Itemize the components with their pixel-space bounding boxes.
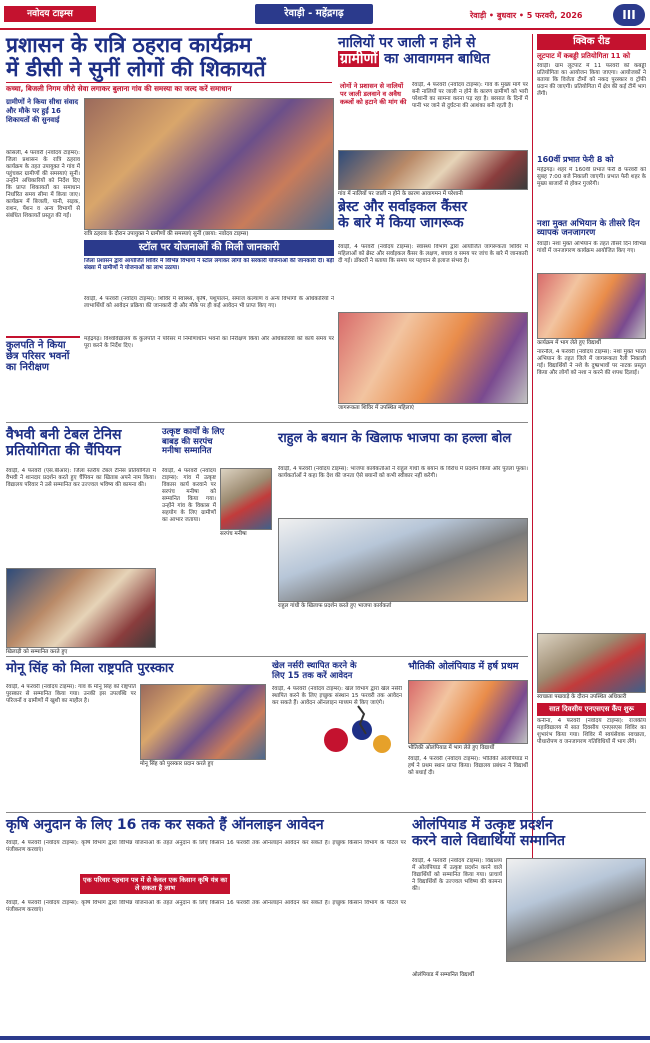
monu-headline: मोनू सिंह को मिला राष्ट्रपति पुरस्कार bbox=[6, 661, 174, 676]
qr-item1-body: रेवाड़ी। ग्राम लूटपाट में 11 फरवरी को कबड्डी प्रतियोगिता का आयोजन किया जाएगा। आयोजकों ने बताया कि विजेता टीमों को नकद पुरस्कार व ट्रॉफी प्रदान की जाएगी। प्रतियोगिता में क्षेत्र की कई टीमें भाग लेंगी। bbox=[537, 62, 646, 97]
monu-body: रेवाड़ी, 4 फरवरी (नवोदय टाइम्स): गांव के मोनू सिंह को राष्ट्रपति पुरस्कार से सम्मानित किया गया। उनकी इस उपलब्धि पर परिजनों व ग्रामीणों में खुशी का माहौल है। bbox=[6, 684, 136, 704]
qr-item4-body: नारनौल, 4 फरवरी (नवोदय टाइम्स): नशा मुक्त भारत अभियान के तहत जिले में जागरूकता रैली निकाली गई। विद्यार्थियों ने नशे के दुष्प्रभावों पर नाटक प्रस्तुत किया और लोगों को नशा न करने की शपथ दिलाई। bbox=[537, 348, 646, 376]
scheme-side-head: कुलपति ने किया छेत्र परिसर भवनों का निरीक्षण bbox=[6, 336, 80, 374]
tt-headline-line2: प्रतियोगिता की चैंपियन bbox=[6, 442, 121, 459]
scheme-title: स्टॉल पर योजनाओं की मिली जानकारी bbox=[84, 240, 334, 256]
ball-icon bbox=[373, 735, 391, 753]
paper-name: नवोदय टाइम्स bbox=[4, 6, 96, 22]
monu-photo-caption: मोनू सिंह को पुरस्कार प्रदान करते हुए bbox=[140, 761, 214, 767]
tt-body: रेवाड़ी, 4 फरवरी (एस.बीआर): जिला स्तरीय टेबल टेनिस प्रतियोगिता में वैभवी ने शानदार प्रदर्शन करते हुए चैंपियन का खिताब अपने नाम किया। विद्यालय परिवार ने उसे सम्मानित कर उज्ज्वल भविष्य की कामना की। bbox=[6, 468, 156, 488]
lead-headline bbox=[6, 34, 332, 81]
poetry-headline bbox=[162, 428, 272, 457]
sports-headline bbox=[272, 662, 402, 681]
olympiad-headline bbox=[412, 818, 646, 849]
edition-date: रेवाड़ी • बुधवार • 5 फरवरी, 2026 bbox=[470, 11, 583, 20]
cancer-headline bbox=[338, 200, 528, 231]
drain-headline-highlight: ग्रामीणों bbox=[340, 50, 378, 67]
sports-headline-line2: लिए 15 तक करें आवेदन bbox=[272, 670, 353, 681]
poetry-body: रेवाड़ी, 4 फरवरी (नवोदय टाइम्स): गांव में उत्कृष्ट विकास कार्य करवाने पर सरपंच मनीषा को सम्मानित किया गया। उन्होंने गांव के विकास में सहयोग के लिए ग्रामीणों का आभार जताया। bbox=[162, 468, 216, 523]
qr-item2-head: 160वीं प्रभात फेरी 8 को bbox=[537, 154, 614, 164]
olympiad-photo-caption: ओलंपियाड में सम्मानित विद्यार्थी bbox=[412, 972, 474, 978]
quick-read-column bbox=[532, 34, 646, 914]
scheme-body: रेवाड़ी, 4 फरवरी (नवोदय टाइम्स): शिविर में स्वास्थ्य, कृषि, पशुपालन, समाज कल्याण व अन्य विभागों के अधिकारियों ने लाभार्थियों को आवेदन प्रक्रिया की जानकारी दी और मौके पर ही कई आवेदन भी प्राप्त किए गए। bbox=[84, 296, 334, 309]
sports-headline-line1: खेल नर्सरी स्थापित करने के bbox=[272, 661, 357, 671]
ball-icon bbox=[324, 728, 348, 752]
qr-item3-head: नशा मुक्त अभियान के तीसरे दिन व्यापक जनजागरण bbox=[537, 218, 640, 239]
lead-bullet bbox=[6, 98, 80, 125]
qr-bottom-photo bbox=[537, 633, 646, 693]
poetry-photo bbox=[220, 468, 272, 530]
olympiad-photo bbox=[506, 858, 646, 962]
drain-photo-caption: गांव में नालियों पर जाली न होने के कारण आवागमन में परेशानी bbox=[338, 191, 463, 197]
cancer-photo-caption: जागरूकता शिविर में उपस्थित महिलाएं bbox=[338, 405, 414, 411]
rahul-body: रेवाड़ी, 4 फरवरी (नवोदय टाइम्स): भाजपा कार्यकर्ताओं ने राहुल गांधी के बयान के विरोध में प्रदर्शन किया और पुतला फूंका। कार्यकर्ताओं ने कहा कि देश की जनता ऐसे बयानों को कभी स्वीकार नहीं करेगी। bbox=[278, 466, 528, 479]
cancer-body: रेवाड़ी, 4 फरवरी (नवोदय टाइम्स): स्वास्थ्य विभाग द्वारा आयोजित जागरूकता शिविर में महिलाओं को ब्रेस्ट और सर्वाइकल कैंसर के लक्षण, बचाव व समय पर जांच के बारे में जानकारी दी गई। डॉक्टरों ने बताया कि समय पर पहचान से इलाज संभव है। bbox=[338, 244, 528, 264]
edition-region: रेवाड़ी - महेंद्रगढ़ bbox=[255, 4, 373, 24]
rahul-photo-caption: राहुल गांधी के खिलाफ प्रदर्शन करते हुए भाजपा कार्यकर्ता bbox=[278, 603, 392, 609]
qr-bottom-photo-caption: स्वच्छता पखवाड़े के दौरान उपस्थित अधिकारी bbox=[537, 693, 627, 700]
olympiad-body: रेवाड़ी, 4 फरवरी (नवोदय टाइम्स): विद्यालय में ओलंपियाड में उत्कृष्ट प्रदर्शन करने वाले विद्यार्थियों को सम्मानित किया गया। प्राचार्य ने विद्यार्थियों के उज्ज्वल भविष्य की कामना की। bbox=[412, 858, 502, 892]
physics-photo-caption: भौतिकी ओलंपियाड में भाग लेते हुए विद्यार्थी bbox=[408, 745, 495, 751]
physics-photo bbox=[408, 680, 528, 744]
divider-3 bbox=[6, 812, 646, 813]
drain-headline-line1: नालियों पर जाली न होने से bbox=[338, 35, 476, 51]
drain-bullet: लोगों ने प्रशासन से नालियों पर जाली डलवाने व अवैध कब्जों को हटाने की मांग की bbox=[340, 82, 407, 106]
lead-bullet-text: ग्रामीणों ने किया सीधा संवाद और मौके पर हुई 16 शिकायतों की सुनवाई bbox=[6, 98, 79, 124]
poetry-headline-line3: मनीषा सम्मानित bbox=[162, 446, 212, 457]
qr-item3-body: रेवाड़ी। नशा मुक्त अभियान के तहत तीसरे दिन विभिन्न गांवों में जनजागरण कार्यक्रम आयोजित किए गए। bbox=[537, 240, 646, 254]
drain-photo bbox=[338, 150, 528, 190]
scheme-intro: जिला प्रशासन द्वारा आयोजित शिविर में विभिन्न विभागों ने स्टॉल लगाकर लोगों को सरकारी योजनाओं की जानकारी दी। बड़ी संख्या में ग्रामीणों ने योजनाओं का लाभ उठाया। bbox=[84, 258, 334, 271]
drain-body: रेवाड़ी, 4 फरवरी (नवोदय टाइम्स): गांव के मुख्य मार्ग पर बनी नालियों पर जाली न होने के कारण ग्रामीणों को भारी परेशानी का सामना करना पड़ रहा है। बरसात के दिनों में पानी भर जाने से दुर्घटना की आशंका बनी रहती है। bbox=[412, 82, 528, 109]
drain-headline-rest: का आवागमन बाधित bbox=[384, 50, 490, 67]
physics-headline: भौतिकी ओलंपियाड में हर्ष प्रथम bbox=[408, 661, 519, 672]
physics-body: रेवाड़ी, 4 फरवरी (नवोदय टाइम्स): भौतिकी ओलंपियाड में हर्ष ने प्रथम स्थान प्राप्त किया। विद्यालय प्रबंधन ने विद्यार्थी को बधाई दी। bbox=[408, 756, 528, 776]
tt-photo-caption: खिलाड़ी को सम्मानित करते हुए bbox=[6, 649, 68, 655]
lead-headline-line2: में डीसी ने सुनीं लोगों की शिकायतें bbox=[6, 56, 266, 81]
tt-headline bbox=[6, 428, 156, 459]
divider-2 bbox=[6, 656, 528, 657]
page-bottom-rule bbox=[0, 1036, 650, 1040]
page-number: III bbox=[613, 4, 645, 26]
lead-subhead: कच्चा, बिजली निगम जीरो सेवा लगाकर बुलाना गांव की समस्या का जल्द करें समाधान bbox=[6, 82, 332, 93]
monu-photo bbox=[140, 684, 266, 760]
qr-photo-caption: कार्यक्रम में भाग लेते हुए विद्यार्थी bbox=[537, 339, 601, 346]
olympiad-headline-line2: करने वाले विद्यार्थियों सम्मानित bbox=[412, 832, 565, 849]
ball-icon bbox=[352, 720, 372, 740]
olympiad-headline-line1: ओलंपियाड में उत्कृष्ट प्रदर्शन bbox=[412, 817, 553, 833]
lead-headline-line1: प्रशासन के रात्रि ठहराव कार्यक्रम bbox=[6, 33, 252, 57]
poetry-headline-line1: उत्कृष्ट कार्यों के लिए bbox=[162, 427, 225, 437]
agri-callout: एक परिवार पहचान पत्र में से केवल एक किसान कृषि यंत्र का ले सकता है लाभ bbox=[80, 874, 230, 894]
poetry-headline-line2: बाबड़ की सरपंच bbox=[162, 436, 213, 447]
scheme-side-body: महेंद्रगढ़। विश्वविद्यालय के कुलपति ने परिसर में निर्माणाधीन भवनों का निरीक्षण किया और अधिकारियों को कार्य समय पर पूरा करने के निर्देश दिए। bbox=[84, 336, 334, 349]
lead-photo-caption: रात्रि ठहराव के दौरान उपायुक्त ने ग्रामीणों की समस्याएं सुनीं (छाया: नवोदय टाइम्स) bbox=[84, 231, 249, 237]
qr-item5-head: सात दिवसीय एनएसएस कैंप शुरू bbox=[537, 703, 646, 716]
quick-read-title: क्विक रीड bbox=[537, 34, 646, 50]
lead-body: कोसली, 4 फरवरी (नवोदय टाइम्स): जिला प्रशासन के रात्रि ठहराव कार्यक्रम के तहत उपायुक्त ने गांव में पहुंचकर ग्रामीणों की समस्याएं सुनीं। उन्होंने अधिकारियों को निर्देश दिए कि प्राप्त शिकायतों का समाधान निर्धारित समय सीमा में किया जाए। कार्यक्रम में बिजली, पानी, सड़क, राशन, पेंशन व अन्य विभागों से संबंधित शिकायतें प्रस्तुत की गईं। bbox=[6, 150, 80, 219]
rahul-headline: राहुल के बयान के खिलाफ भाजपा का हल्ला बोल bbox=[278, 431, 512, 446]
cancer-photo bbox=[338, 312, 528, 404]
rahul-photo bbox=[278, 518, 528, 602]
qr-item2-body: महेंद्रगढ़। शहर में 160वीं प्रभात फेरी 8 फरवरी को सुबह 7:00 बजे निकाली जाएगी। प्रभात फेरी शहर के मुख्य बाजारों से होकर गुजरेगी। bbox=[537, 166, 646, 187]
drain-headline-line2 bbox=[338, 52, 528, 68]
agri-headline: कृषि अनुदान के लिए 16 तक कर सकते हैं ऑनलाइन आवेदन bbox=[6, 817, 324, 833]
qr-item5-body: कनीना, 4 फरवरी (नवोदय टाइम्स): राजकीय महाविद्यालय में सात दिवसीय एनएसएस शिविर का शुभारंभ किया गया। शिविर में स्वयंसेवक स्वच्छता, पौधारोपण व जनजागरण गतिविधियों में भाग लेंगे। bbox=[537, 717, 646, 745]
agri-body: रेवाड़ी, 4 फरवरी (नवोदय टाइम्स): कृषि विभाग द्वारा विभिन्न योजनाओं के तहत अनुदान के लिए किसान 16 फरवरी तक ऑनलाइन आवेदन कर सकते हैं। इच्छुक किसान विभाग के पोर्टल पर पंजीकरण करवाएं। bbox=[6, 840, 406, 853]
qr-photo bbox=[537, 273, 646, 339]
page-header bbox=[0, 0, 650, 30]
tt-photo bbox=[6, 568, 156, 648]
sports-illustration bbox=[318, 700, 398, 760]
agri-body-more: रेवाड़ी, 4 फरवरी (नवोदय टाइम्स): कृषि विभाग द्वारा विभिन्न योजनाओं के तहत अनुदान के लिए किसान 16 फरवरी तक ऑनलाइन आवेदन कर सकते हैं। इच्छुक किसान विभाग के पोर्टल पर पंजीकरण करवाएं। bbox=[6, 900, 406, 913]
sports-body: रेवाड़ी, 4 फरवरी (नवोदय टाइम्स): खेल विभाग द्वारा खेल नर्सरी स्थापित करने के लिए इच्छुक संस्थान 15 फरवरी तक आवेदन कर सकते हैं। आवेदन ऑनलाइन माध्यम से किए जाएंगे। bbox=[272, 686, 402, 706]
drain-headline bbox=[338, 36, 528, 67]
cancer-headline-line2: के बारे में किया जागरूक bbox=[338, 214, 464, 231]
qr-item1-head: लूटपाट में कबड्डी प्रतियोगिता 11 को bbox=[537, 52, 631, 60]
cancer-headline-line1: ब्रेस्ट और सर्वाइकल कैंसर bbox=[338, 199, 468, 215]
poetry-caption: सरपंच मनीषा bbox=[220, 531, 247, 537]
lead-photo bbox=[84, 98, 334, 230]
tt-headline-line1: वैभवी बनी टेबल टेनिस bbox=[6, 427, 122, 443]
divider-1 bbox=[6, 422, 528, 423]
